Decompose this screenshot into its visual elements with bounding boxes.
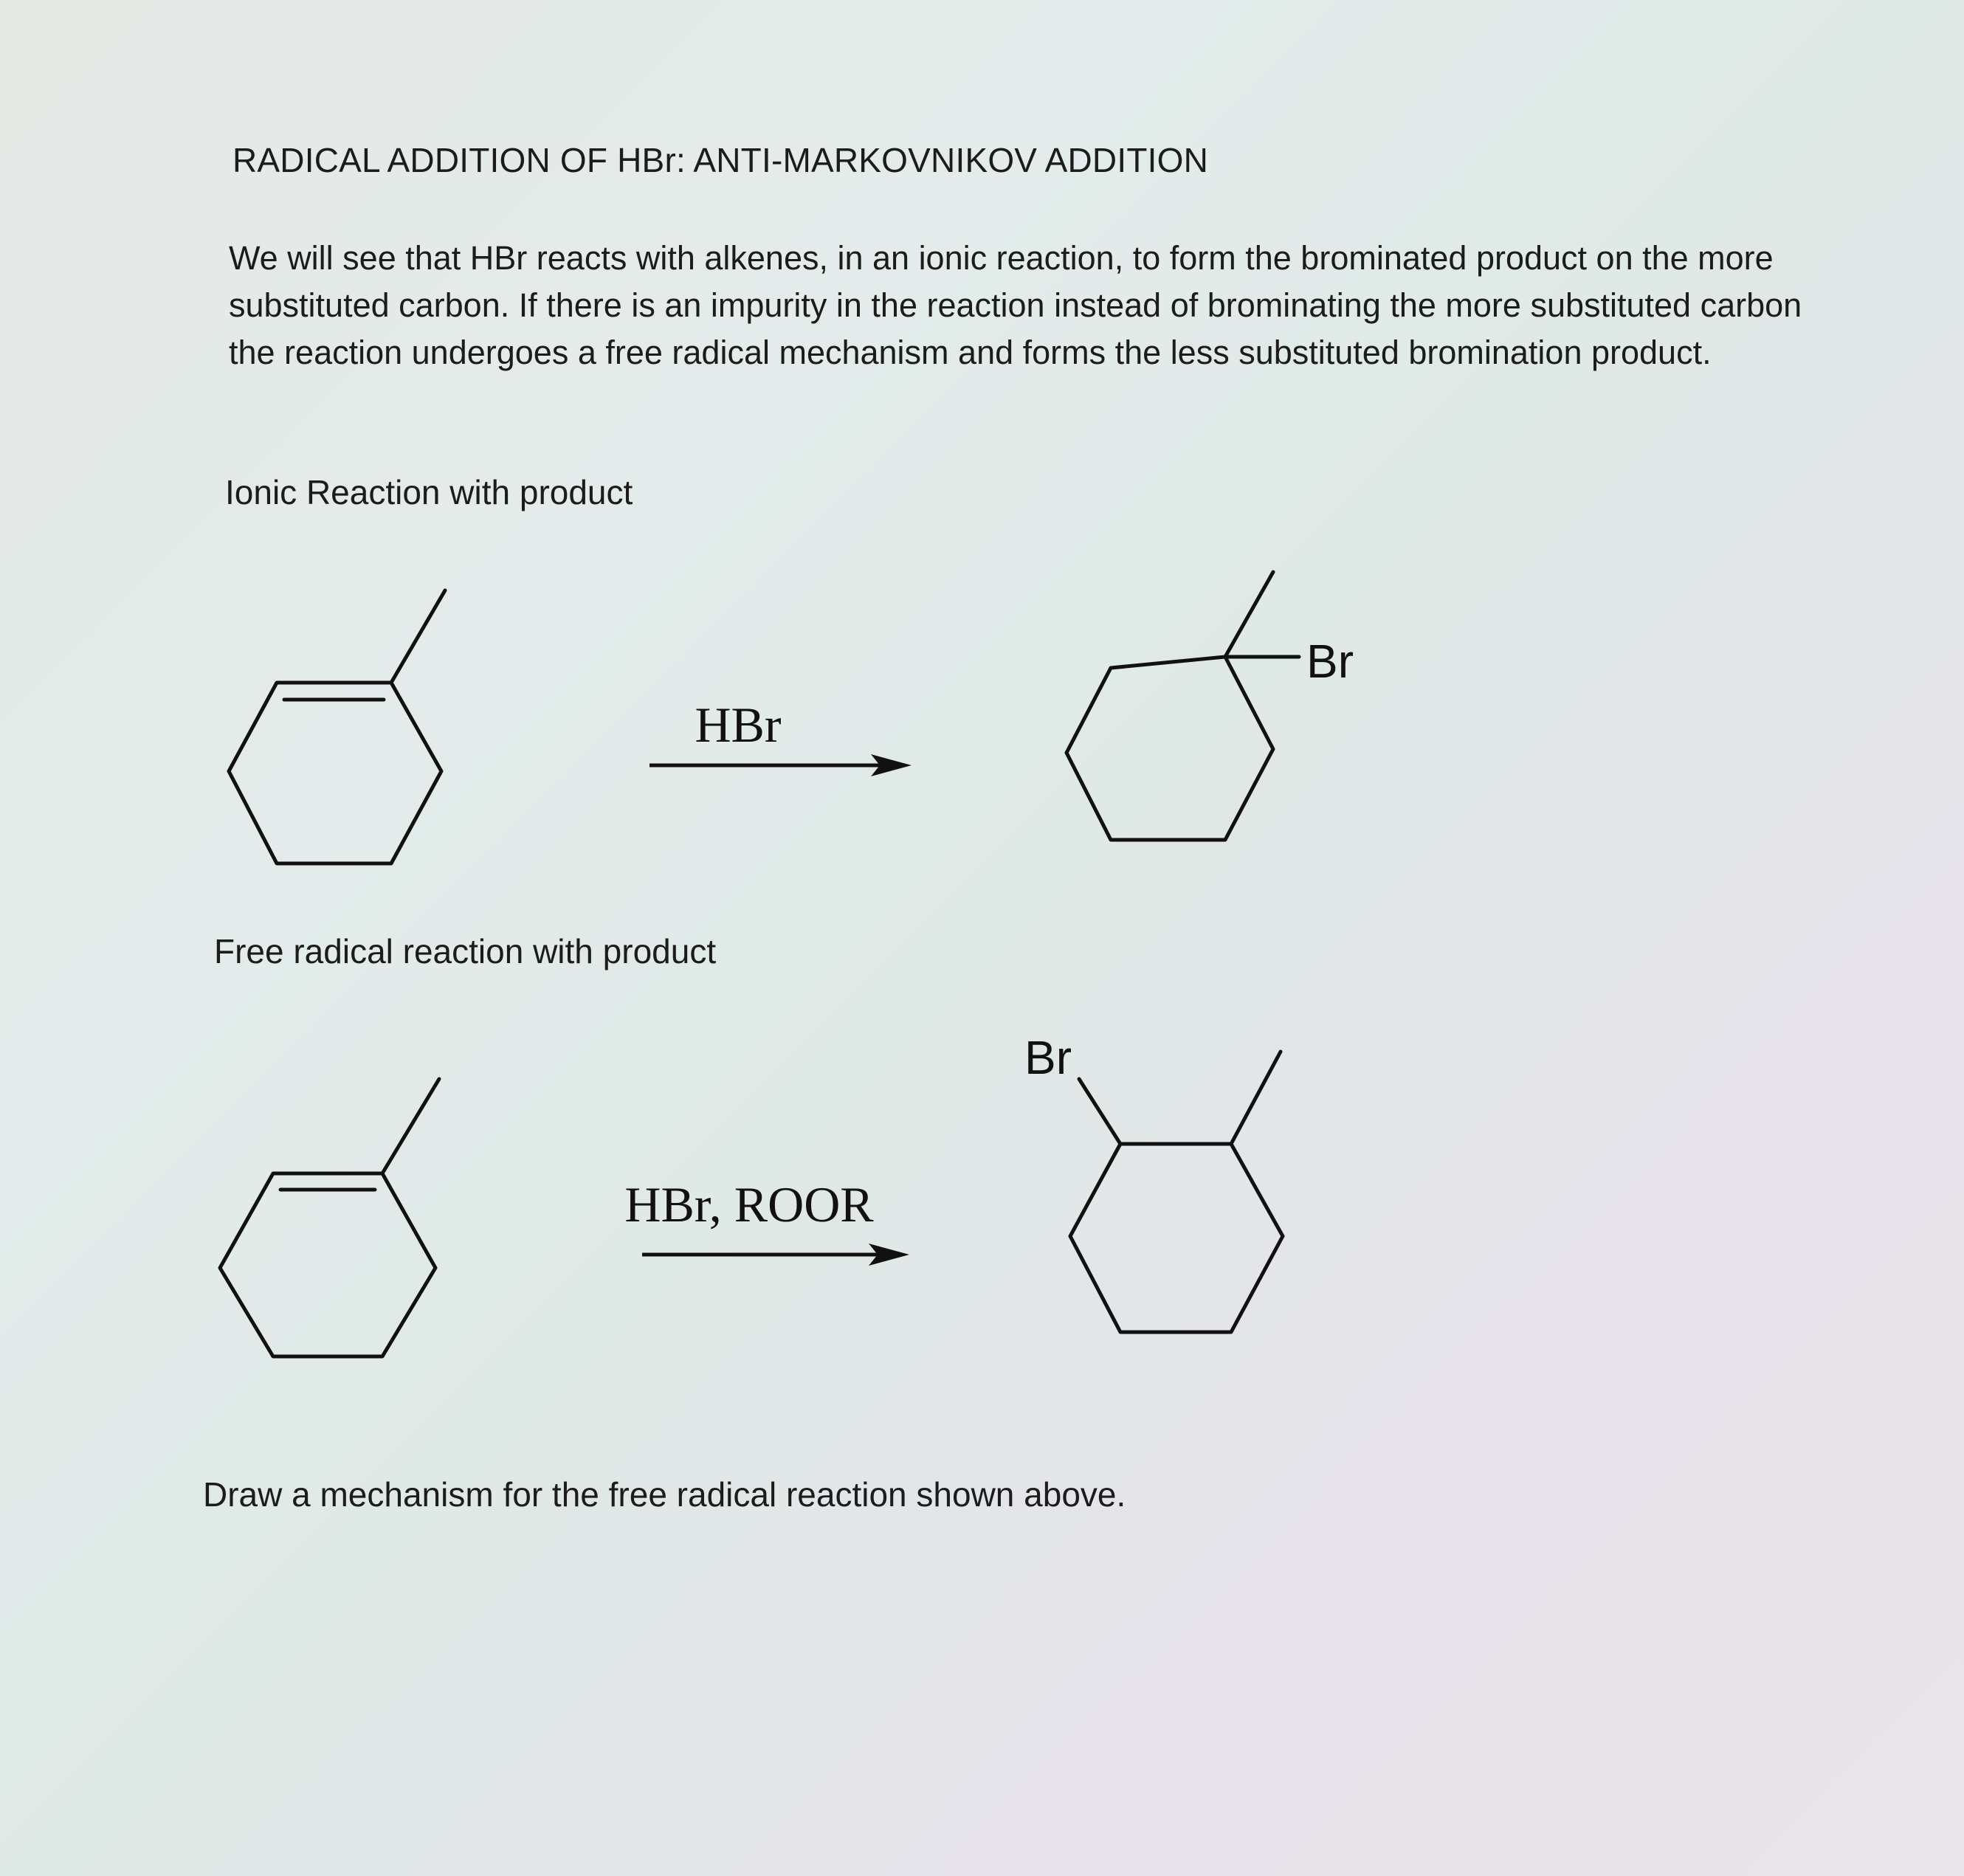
radical-reaction-arrow [624,1176,909,1266]
radical-reaction-label: Free radical reaction with product [214,932,717,970]
page-title: RADICAL ADDITION OF HBr: ANTI-MARKOVNIKOV ADDITION [232,141,1209,179]
radical-reactant-methylcyclohexene [220,1079,439,1356]
ionic-product-bromo-methylcyclohexane [1067,572,1354,840]
radical-product-br-label: Br [1024,1031,1072,1084]
ionic-reagent-label: HBr [695,697,782,753]
radical-reagent-label: HBr, ROOR [624,1176,874,1232]
ionic-reactant-methylcyclohexene [229,590,445,863]
ionic-reaction-arrow [650,697,912,776]
mechanism-instruction: Draw a mechanism for the free radical reaction shown above. [203,1475,1126,1514]
radical-product-bromo-methylcyclohexane [1024,1031,1283,1332]
ionic-reaction-label: Ionic Reaction with product [225,473,633,511]
ionic-product-br-label: Br [1306,635,1354,688]
intro-paragraph: We will see that HBr reacts with alkenes, in an ionic reaction, to form the brominated product on the more substituted carbon. If there is an impurity in the reaction instead of brominating the more substituted carbon the reaction undergoes a free radical mechanism and forms the less substituted bromination product. [229,239,1802,371]
